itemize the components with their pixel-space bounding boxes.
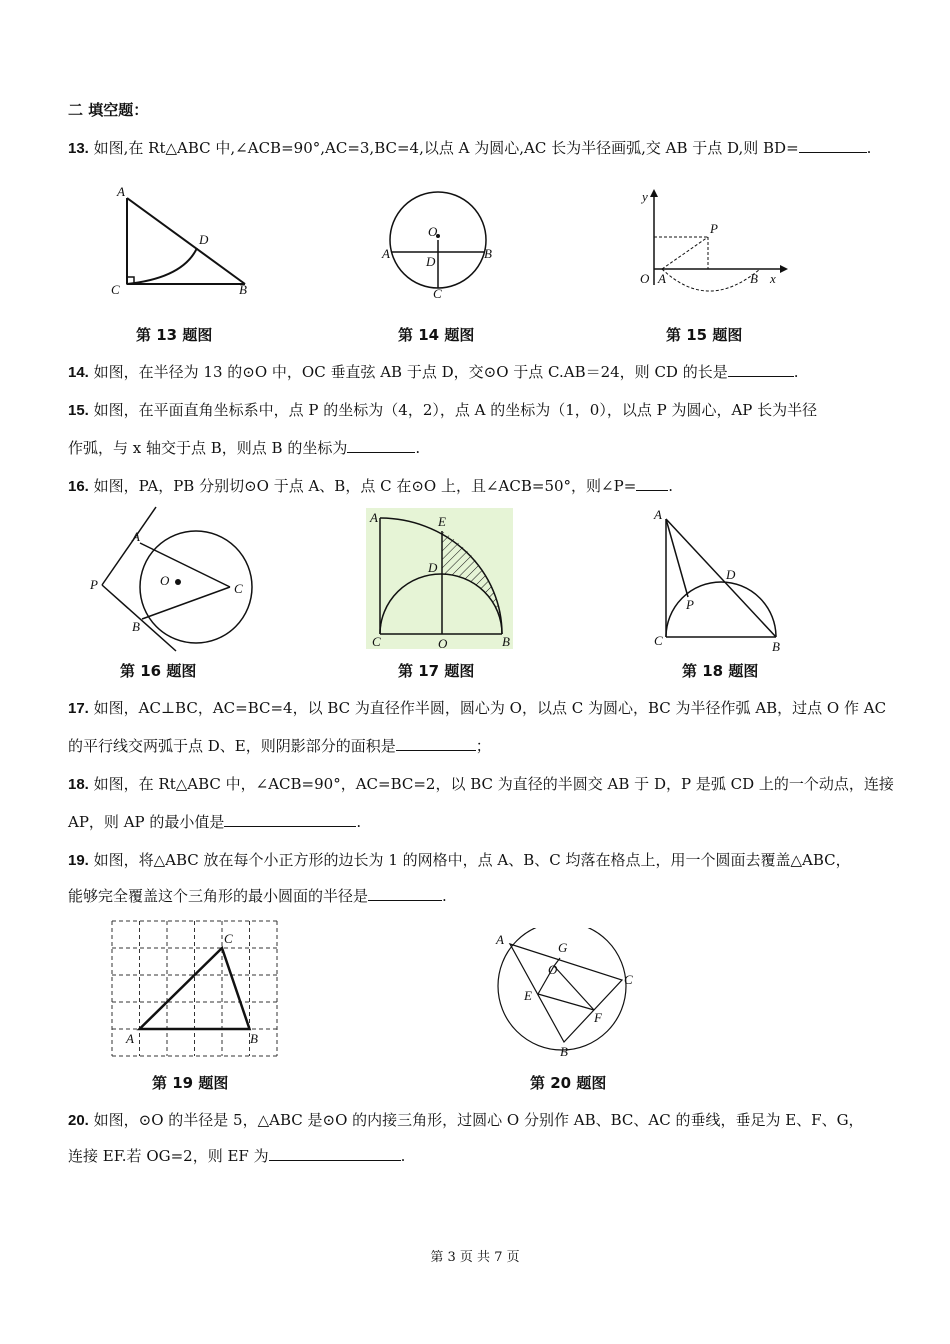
question-20-line-1 xyxy=(68,1110,864,1131)
figure-19 xyxy=(104,915,284,1063)
question-15-line-1 xyxy=(68,400,817,421)
answer-blank[interactable] xyxy=(636,476,668,491)
section-title: 二 填空题： xyxy=(68,101,149,119)
label-P: P xyxy=(90,577,98,592)
label-B: B xyxy=(750,271,758,286)
label-B: B xyxy=(484,246,492,261)
caption-fig-17: 第 17 题图 xyxy=(398,662,475,680)
label-D: D xyxy=(426,254,436,269)
caption-fig-14: 第 14 题图 xyxy=(398,326,475,344)
label-A: A xyxy=(370,510,378,525)
label-A: A xyxy=(382,246,390,261)
label-E: E xyxy=(438,514,446,529)
question-number: 13. xyxy=(68,140,89,157)
figure-16 xyxy=(88,505,258,655)
figure-17 xyxy=(366,508,513,649)
question-text: 如图，在平面直角坐标系中，点 P 的坐标为（4，2），点 A 的坐标为（1，0），以点 P 为圆心，AP 长为半径 xyxy=(93,401,818,419)
answer-blank[interactable] xyxy=(728,362,794,377)
answer-blank[interactable] xyxy=(347,438,415,453)
question-14 xyxy=(68,362,799,383)
label-O: O xyxy=(428,224,438,239)
question-number: 20. xyxy=(68,1112,89,1129)
question-text: 如图，将△ABC 放在每个小正方形的边长为 1 的网格中，点 A、B、C 均落在格点上，用一个圆面去覆盖△ABC， xyxy=(93,851,851,869)
label-B: B xyxy=(132,619,140,634)
question-tail: . xyxy=(356,813,362,831)
question-text: 能够完全覆盖这个三角形的最小圆面的半径是 xyxy=(68,887,369,905)
label-C: C xyxy=(372,634,381,649)
question-tail: . xyxy=(415,439,421,457)
label-B: B xyxy=(250,1031,258,1046)
question-text: 连接 EF.若 OG=2，则 EF 为 xyxy=(68,1147,269,1165)
label-A: A xyxy=(654,507,662,522)
label-C: C xyxy=(433,286,442,300)
label-P: P xyxy=(710,221,718,236)
caption-fig-20: 第 20 题图 xyxy=(530,1074,607,1092)
answer-blank[interactable] xyxy=(224,812,356,827)
question-text: 如图，AC⊥BC，AC=BC=4，以 BC 为直径作半圆，圆心为 O，以点 C 为圆心，BC 为半径作弧 AB，过点 O 作 AC xyxy=(93,699,887,717)
label-C: C xyxy=(654,633,663,648)
answer-blank[interactable] xyxy=(396,736,476,751)
question-tail: . xyxy=(668,477,674,495)
label-C: C xyxy=(624,972,633,987)
label-F: F xyxy=(594,1010,602,1025)
caption-fig-16: 第 16 题图 xyxy=(120,662,197,680)
label-B: B xyxy=(560,1044,568,1059)
label-O: O xyxy=(548,962,558,977)
label-B: B xyxy=(239,282,247,297)
question-number: 19. xyxy=(68,852,89,869)
question-16 xyxy=(68,476,673,497)
question-text: 如图，在 Rt△ABC 中，∠ACB=90°，AC=BC=2，以 BC 为直径的半圆交 AB 于 D，P 是弧 CD 上的一个动点，连接 xyxy=(93,775,894,793)
figure-14 xyxy=(380,180,500,300)
label-A: A xyxy=(496,932,504,947)
label-E: E xyxy=(524,988,532,1003)
label-C: C xyxy=(234,581,243,596)
label-B: B xyxy=(772,639,780,654)
label-G: G xyxy=(558,940,568,955)
caption-fig-13: 第 13 题图 xyxy=(136,326,213,344)
figure-15 xyxy=(632,185,792,300)
question-tail: . xyxy=(866,139,872,157)
question-text: 如图，PA，PB 分别切⊙O 于点 A、B，点 C 在⊙O 上，且∠ACB=50°，则∠P= xyxy=(93,477,637,495)
label-D: D xyxy=(428,560,438,575)
question-19-line-1 xyxy=(68,850,851,871)
caption-fig-19: 第 19 题图 xyxy=(152,1074,229,1092)
label-x: x xyxy=(770,271,776,286)
label-A: A xyxy=(117,184,125,199)
question-tail: ； xyxy=(475,737,491,755)
question-number: 14. xyxy=(68,364,89,381)
label-D: D xyxy=(199,232,209,247)
caption-fig-18: 第 18 题图 xyxy=(682,662,759,680)
question-20-line-2 xyxy=(68,1146,405,1166)
question-18-line-1 xyxy=(68,774,894,795)
question-tail: . xyxy=(793,363,799,381)
answer-blank[interactable] xyxy=(799,138,867,153)
label-O: O xyxy=(438,636,448,649)
answer-blank[interactable] xyxy=(368,886,442,901)
label-A: A xyxy=(658,271,666,286)
question-text: 的平行线交两弧于点 D、E，则阴影部分的面积是 xyxy=(68,737,396,755)
label-D: D xyxy=(726,567,736,582)
question-text: 如图,在 Rt△ABC 中,∠ACB=90°,AC=3,BC=4,以点 A 为圆心,AC 长为半径画弧,交 AB 于点 D,则 BD= xyxy=(93,139,799,157)
label-A: A xyxy=(132,529,140,544)
question-text: AP，则 AP 的最小值是 xyxy=(68,813,225,831)
label-P: P xyxy=(686,597,694,612)
question-text: 如图，在半径为 13 的⊙O 中，OC 垂直弦 AB 于点 D，交⊙O 于点 C.AB＝24，则 CD 的长是 xyxy=(93,363,728,381)
question-number: 18. xyxy=(68,776,89,793)
label-O: O xyxy=(160,573,170,588)
question-tail: . xyxy=(442,887,447,905)
question-17-line-1 xyxy=(68,698,886,719)
question-17-line-2 xyxy=(68,736,491,756)
question-18-line-2 xyxy=(68,812,361,832)
figure-13 xyxy=(105,178,265,298)
label-y: y xyxy=(642,189,648,204)
label-C: C xyxy=(111,282,120,297)
label-C: C xyxy=(224,931,233,946)
caption-fig-15: 第 15 题图 xyxy=(666,326,743,344)
question-15-line-2 xyxy=(68,438,420,458)
question-text: 作弧，与 x 轴交于点 B，则点 B 的坐标为 xyxy=(68,439,348,457)
label-A: A xyxy=(126,1031,134,1046)
question-tail: . xyxy=(400,1147,406,1165)
question-number: 17. xyxy=(68,700,89,717)
question-number: 15. xyxy=(68,402,89,419)
page-footer: 第 3 页 共 7 页 xyxy=(430,1250,520,1265)
question-number: 16. xyxy=(68,478,89,495)
question-19-line-2 xyxy=(68,886,447,906)
answer-blank[interactable] xyxy=(269,1146,401,1161)
figure-20 xyxy=(490,928,640,1068)
label-B: B xyxy=(502,634,510,649)
figure-18 xyxy=(650,505,790,655)
question-text: 如图，⊙O 的半径是 5，△ABC 是⊙O 的内接三角形，过圆心 O 分别作 AB、BC、AC 的垂线，垂足为 E、F、G， xyxy=(93,1111,864,1129)
label-O: O xyxy=(640,271,650,286)
question-13 xyxy=(68,138,871,159)
